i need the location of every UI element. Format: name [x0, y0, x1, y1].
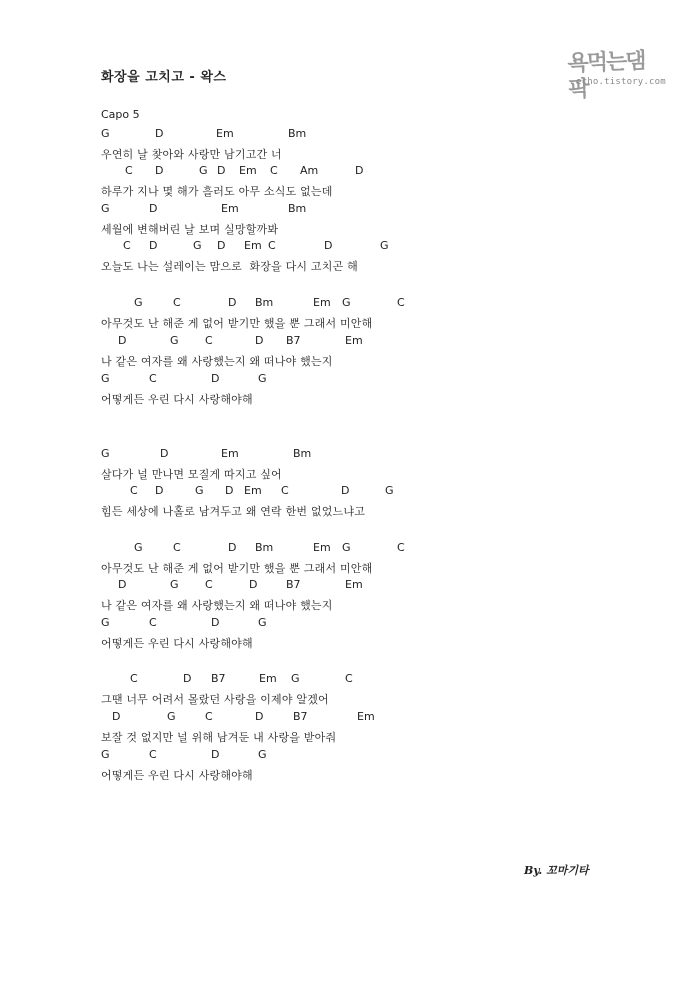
chord-symbol: Em	[216, 127, 234, 140]
chord-symbol: G	[134, 296, 143, 309]
chord-symbol: G	[380, 239, 389, 252]
lyric-text: 나 같은 여자를 왜 사랑했는지 왜 떠나야 했는지	[101, 355, 333, 368]
lyric-row	[0, 183, 700, 199]
chord-symbol: Bm	[288, 202, 307, 215]
chord-symbol: D	[211, 372, 220, 385]
chord-symbol: C	[205, 578, 213, 591]
chord-symbol: Em	[244, 239, 262, 252]
chord-symbol: D	[228, 296, 237, 309]
chord-symbol: Em	[244, 484, 262, 497]
chord-symbol: Em	[345, 578, 363, 591]
lyric-row	[0, 767, 700, 783]
lyric-row	[0, 635, 700, 651]
chord-symbol: D	[160, 447, 169, 460]
chord-symbol: G	[342, 296, 351, 309]
chord-symbol: G	[199, 164, 208, 177]
chord-symbol: Bm	[288, 127, 307, 140]
chord-row	[0, 748, 700, 764]
chord-symbol: Bm	[293, 447, 312, 460]
chord-symbol: Em	[313, 541, 331, 554]
logo-url: echo.tistory.com	[576, 77, 666, 87]
lyric-row	[0, 221, 700, 237]
chord-row	[0, 202, 700, 218]
chord-row	[0, 296, 700, 312]
chord-symbol: D	[341, 484, 350, 497]
chord-symbol: D	[225, 484, 234, 497]
lyric-text: 나 같은 여자를 왜 사랑했는지 왜 떠나야 했는지	[101, 599, 333, 612]
lyric-text: 오늘도 나는 설레이는 맘으로 화장을 다시 고치곤 해	[101, 260, 358, 273]
lyric-row	[0, 146, 700, 162]
chord-symbol: G	[385, 484, 394, 497]
lyric-text: 아무것도 난 해준 게 없어 받기만 했을 뿐 그래서 미안해	[101, 317, 373, 330]
chord-symbol: Bm	[255, 541, 274, 554]
chord-symbol: C	[149, 748, 157, 761]
chord-row	[0, 334, 700, 350]
lyric-text: 어떻게든 우린 다시 사랑해야해	[101, 637, 253, 650]
chord-symbol: G	[101, 127, 110, 140]
blog-logo	[567, 48, 666, 103]
capo-label: Capo 5	[101, 108, 140, 121]
lyric-row	[0, 560, 700, 576]
chord-symbol: D	[249, 578, 258, 591]
chord-symbol: Em	[221, 202, 239, 215]
chord-symbol: G	[342, 541, 351, 554]
chord-symbol: Am	[300, 164, 319, 177]
chord-symbol: G	[258, 372, 267, 385]
chord-symbol: C	[281, 484, 289, 497]
chord-row	[0, 372, 700, 388]
chord-symbol: C	[149, 372, 157, 385]
lyric-row	[0, 391, 700, 407]
chord-symbol: D	[211, 616, 220, 629]
lyric-row	[0, 466, 700, 482]
lyric-text: 아무것도 난 해준 게 없어 받기만 했을 뿐 그래서 미안해	[101, 562, 373, 575]
chord-symbol: C	[268, 239, 276, 252]
chord-symbol: D	[217, 164, 226, 177]
chord-symbol: D	[118, 578, 127, 591]
chord-symbol: C	[397, 541, 405, 554]
lyric-row	[0, 729, 700, 745]
chord-row	[0, 239, 700, 255]
chord-symbol: G	[101, 616, 110, 629]
chord-symbol: D	[155, 164, 164, 177]
chord-symbol: G	[170, 334, 179, 347]
chord-symbol: G	[258, 616, 267, 629]
chord-row	[0, 672, 700, 688]
logo-text: 욕먹는댐팍	[567, 48, 645, 103]
chord-symbol: B7	[293, 710, 308, 723]
chord-symbol: D	[324, 239, 333, 252]
chord-symbol: Em	[239, 164, 257, 177]
chord-symbol: D	[149, 202, 158, 215]
song-title: 화장을 고치고 - 왁스	[101, 70, 227, 85]
lyric-row	[0, 258, 700, 274]
chord-symbol: D	[112, 710, 121, 723]
lyric-row	[0, 691, 700, 707]
chord-symbol: D	[155, 127, 164, 140]
lyric-text: 세월에 변해버린 날 보며 실망할까봐	[101, 223, 279, 236]
chord-symbol: C	[173, 296, 181, 309]
chord-row	[0, 484, 700, 500]
chord-symbol: Em	[313, 296, 331, 309]
chord-row	[0, 578, 700, 594]
chord-symbol: Em	[345, 334, 363, 347]
chord-symbol: C	[125, 164, 133, 177]
author-credit: By. 꼬마기타	[524, 864, 589, 877]
lyric-text: 살다가 널 만나면 모질게 따지고 싶어	[101, 468, 282, 481]
chord-symbol: D	[355, 164, 364, 177]
chord-row	[0, 127, 700, 143]
chord-symbol: D	[228, 541, 237, 554]
lyric-text: 어떻게든 우린 다시 사랑해야해	[101, 769, 253, 782]
chord-symbol: G	[134, 541, 143, 554]
lyric-text: 우연히 날 찾아와 사랑만 남기고간 너	[101, 148, 282, 161]
chord-symbol: G	[258, 748, 267, 761]
chord-row	[0, 164, 700, 180]
chord-symbol: G	[195, 484, 204, 497]
chord-symbol: C	[345, 672, 353, 685]
chord-symbol: D	[255, 334, 264, 347]
chord-symbol: D	[255, 710, 264, 723]
chord-symbol: G	[167, 710, 176, 723]
chord-symbol: B7	[211, 672, 226, 685]
lyric-row	[0, 353, 700, 369]
chord-row	[0, 447, 700, 463]
chord-symbol: Em	[221, 447, 239, 460]
chord-symbol: G	[101, 748, 110, 761]
chord-row	[0, 541, 700, 557]
chord-symbol: D	[118, 334, 127, 347]
chord-symbol: C	[130, 672, 138, 685]
chord-symbol: C	[205, 710, 213, 723]
chord-symbol: G	[291, 672, 300, 685]
lyric-text: 어떻게든 우린 다시 사랑해야해	[101, 393, 253, 406]
lyric-text: 그땐 너무 어려서 몰랐던 사랑을 이제야 알겠어	[101, 693, 329, 706]
chord-symbol: G	[101, 447, 110, 460]
chord-symbol: C	[149, 616, 157, 629]
chord-symbol: D	[149, 239, 158, 252]
chord-symbol: C	[173, 541, 181, 554]
chord-symbol: C	[130, 484, 138, 497]
chord-row	[0, 616, 700, 632]
chord-symbol: B7	[286, 578, 301, 591]
chord-symbol: D	[155, 484, 164, 497]
chord-symbol: C	[205, 334, 213, 347]
chord-symbol: Em	[259, 672, 277, 685]
lyric-row	[0, 597, 700, 613]
chord-symbol: Bm	[255, 296, 274, 309]
chord-symbol: G	[170, 578, 179, 591]
chord-symbol: C	[397, 296, 405, 309]
chord-symbol: G	[101, 372, 110, 385]
lyric-text: 힘든 세상에 나홀로 남겨두고 왜 연락 한번 없었느냐고	[101, 505, 366, 518]
chord-symbol: Em	[357, 710, 375, 723]
chord-symbol: D	[217, 239, 226, 252]
chord-row	[0, 710, 700, 726]
chord-symbol: G	[101, 202, 110, 215]
chord-symbol: B7	[286, 334, 301, 347]
chord-symbol: D	[211, 748, 220, 761]
chord-symbol: C	[123, 239, 131, 252]
lyric-text: 보잘 것 없지만 널 위해 남겨둔 내 사랑을 받아줘	[101, 731, 337, 744]
lyric-row	[0, 315, 700, 331]
chord-symbol: C	[270, 164, 278, 177]
lyric-text: 하루가 지나 몇 해가 흘러도 아무 소식도 없는데	[101, 185, 333, 198]
chord-symbol: D	[183, 672, 192, 685]
lyric-row	[0, 503, 700, 519]
chord-symbol: G	[193, 239, 202, 252]
